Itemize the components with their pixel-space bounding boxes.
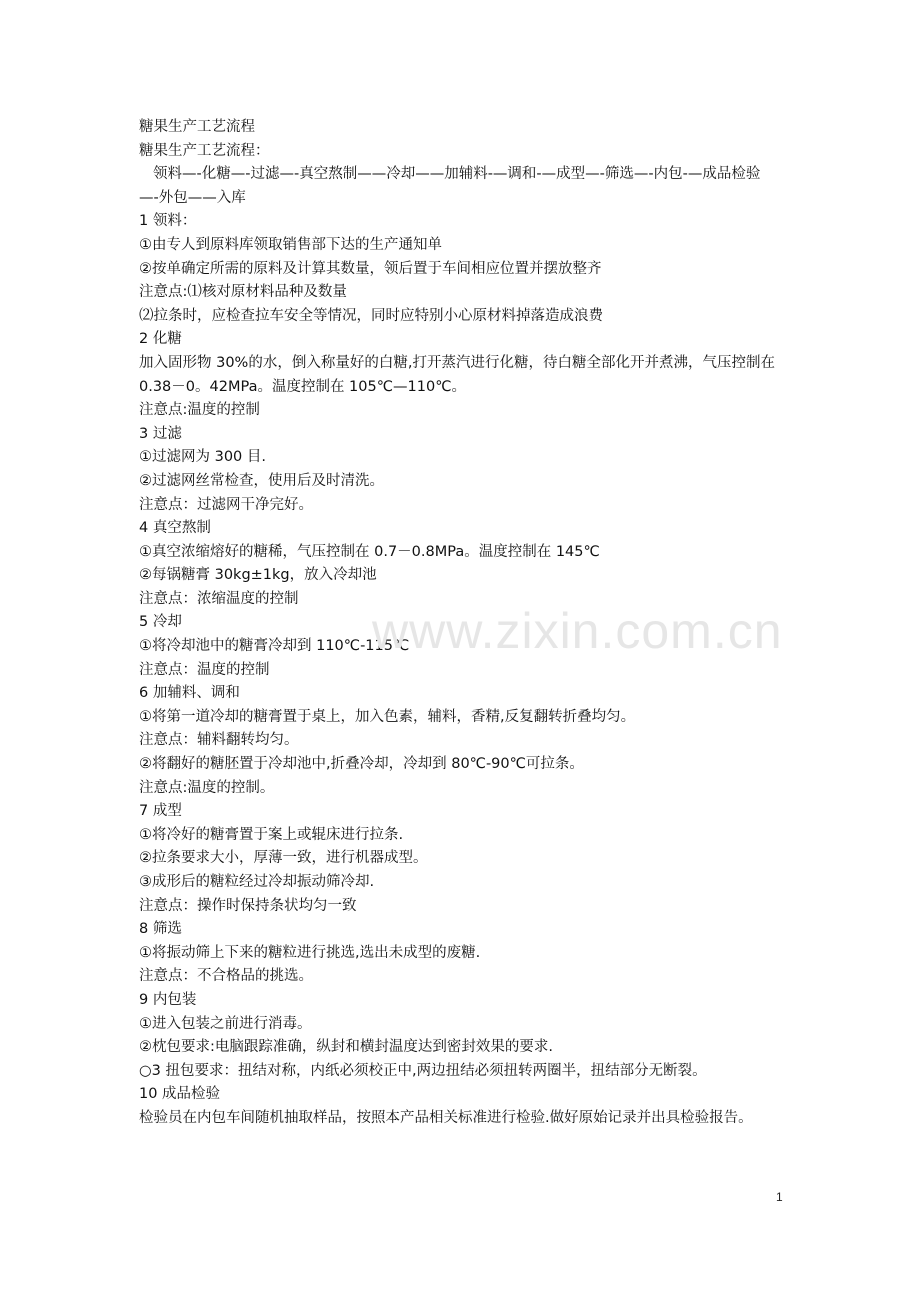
section-heading: 6 加辅料、调和 <box>139 685 240 702</box>
doc-line: 注意点：过滤网干净完好。 <box>139 496 313 513</box>
doc-line: 糖果生产工艺流程： <box>139 142 270 159</box>
doc-line: ①将振动筛上下来的糖粒进行挑选,选出未成型的废糖. <box>139 944 481 961</box>
doc-paragraph: 加入固形物 30%的水，倒入称量好的白糖,打开蒸汽进行化糖，待白糖全部化开并煮沸，气压控制在 0.38－0。42MPa。温度控制在 105℃—110℃。 <box>139 354 775 395</box>
doc-line: ①过滤网为 300 目. <box>139 449 267 466</box>
doc-line: ⑵拉条时，应检查拉车安全等情况，同时应特别小心原材料掉落造成浪费 <box>139 307 603 324</box>
section-heading: 4 真空熬制 <box>139 520 211 537</box>
doc-line: ②过滤网丝常检查，使用后及时清洗。 <box>139 472 384 489</box>
doc-line: ①将第一道冷却的糖膏置于桌上，加入色素，辅料，香精,反复翻转折叠均匀。 <box>139 708 636 725</box>
section-heading: 1 领料： <box>139 213 197 230</box>
doc-line: 注意点:⑴核对原材料品种及数量 <box>139 284 347 301</box>
doc-line: ②按单确定所需的原料及计算其数量，领后置于车间相应位置并摆放整齐 <box>139 260 602 277</box>
doc-line: ②将翻好的糖胚置于冷却池中,折叠冷却，冷却到 80℃-90℃可拉条。 <box>139 756 584 773</box>
doc-line: ②每锅糖膏 30kg±1kg，放入冷却池 <box>139 567 377 584</box>
watermark: www.zixin.com.cn <box>372 603 783 659</box>
section-heading: 2 化糖 <box>139 331 182 348</box>
doc-line: ①进入包装之前进行消毒。 <box>139 1015 312 1032</box>
doc-line: 注意点：不合格品的挑选。 <box>139 968 313 985</box>
doc-line: ②枕包要求:电脑跟踪准确，纵封和横封温度达到密封效果的要求. <box>139 1039 553 1056</box>
doc-line: ①将冷好的糖膏置于案上或辊床进行拉条. <box>139 826 404 843</box>
section-heading: 9 内包装 <box>139 991 197 1008</box>
doc-line: ①由专人到原料库领取销售部下达的生产通知单 <box>139 236 442 253</box>
doc-line: 注意点：辅料翻转均匀。 <box>139 732 299 749</box>
page-number: 1 <box>776 1190 783 1204</box>
section-heading: 5 冷却 <box>139 614 182 631</box>
section-heading: 10 成品检验 <box>139 1086 221 1103</box>
doc-line: ①将冷却池中的糖膏冷却到 110℃-115℃ <box>139 638 410 655</box>
doc-line: 注意点:温度的控制 <box>139 402 260 419</box>
doc-line: 注意点：操作时保持条状均匀一致 <box>139 897 357 914</box>
doc-line: 注意点：浓缩温度的控制 <box>139 590 299 607</box>
section-heading: 3 过滤 <box>139 425 182 442</box>
doc-line: ①真空浓缩熔好的糖稀，气压控制在 0.7－0.8MPa。温度控制在 145℃ <box>139 543 600 560</box>
doc-paragraph: 检验员在内包车间随机抽取样品，按照本产品相关标准进行检验.做好原始记录并出具检验报告。 <box>139 1109 753 1126</box>
doc-title: 糖果生产工艺流程 <box>139 119 255 135</box>
document-body <box>139 116 779 1131</box>
doc-line: ②拉条要求大小，厚薄一致，进行机器成型。 <box>139 850 428 867</box>
process-flow: 领料—-化糖—-过滤—-真空熬制——冷却——加辅料-—调和-—成型—-筛选—-内包-—成品检验—-外包——入库 <box>139 166 761 206</box>
doc-line: 注意点:温度的控制。 <box>139 779 275 796</box>
doc-line: ○3 扭包要求：扭结对称，内纸必须校正中,两边扭结必须扭转两圈半，扭结部分无断裂。 <box>139 1062 707 1079</box>
doc-line: ③成形后的糖粒经过冷却振动筛冷却. <box>139 874 375 890</box>
doc-line: 注意点：温度的控制 <box>139 661 270 678</box>
section-heading: 7 成型 <box>139 803 182 820</box>
section-heading: 8 筛选 <box>139 921 182 938</box>
